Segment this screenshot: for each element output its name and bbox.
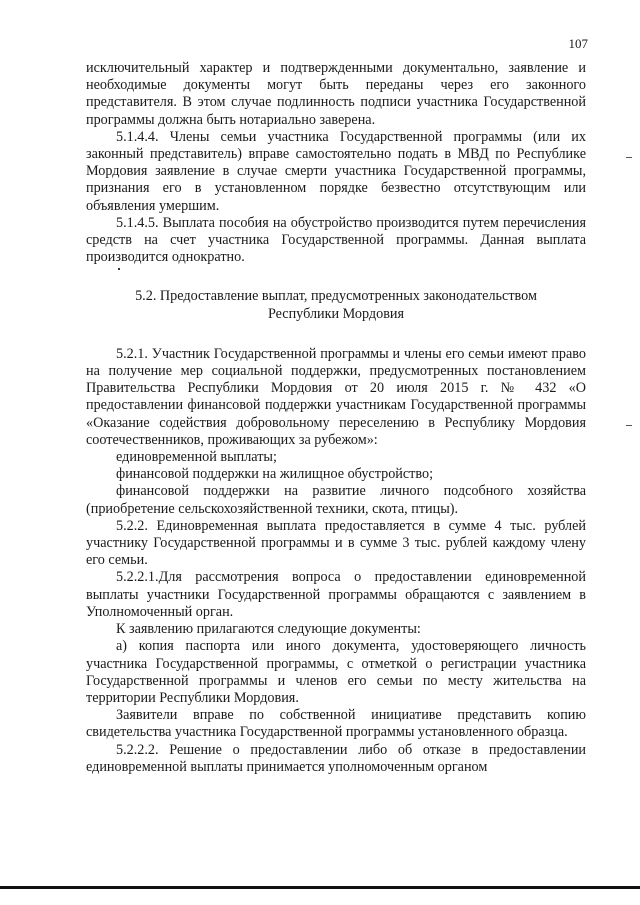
paragraph-item-a: а) копия паспорта или иного документа, удостоверяющего личность участника Государственной программы, с отметкой о регистрации участника Государственной программы и членов его семьи по месту жительства на территории Республики Мордовия. [86, 638, 586, 706]
section-heading-5-2 [86, 288, 586, 322]
paragraph: К заявлению прилагаются следующие документы: [116, 621, 421, 638]
margin-mark [626, 157, 632, 158]
paragraph-5-2-2-1: 5.2.2.1.Для рассмотрения вопроса о предоставлении единовременной выплаты участники Государственной программы обращаются с заявлением в Уполномоченный орган. [86, 569, 586, 620]
margin-mark [626, 425, 632, 426]
page-number: 107 [568, 36, 588, 51]
paragraph-5-1-4-4: 5.1.4.4. Члены семьи участника Государственной программы (или их законный представитель) вправе самостоятельно подать в МВД по Республике Мордовия заявление в случае смерти участника Государственной программы, признания его в установленном порядке безвестно отсутствующим или объявления умершим. [86, 128, 586, 214]
heading-line: 5.2. Предоставление выплат, предусмотренных законодательством [135, 288, 537, 305]
bottom-rule [0, 886, 640, 889]
paragraph: Заявители вправе по собственной инициативе представить копию свидетельства участника Государственной программы установленного образца. [86, 707, 586, 741]
paragraph-5-2-2-2: 5.2.2.2. Решение о предоставлении либо об отказе в предоставлении единовременной выплаты принимается уполномоченным органом [86, 741, 586, 775]
heading-line: Республики Мордовия [267, 305, 405, 322]
paragraph-5-2-1: 5.2.1. Участник Государственной программы и члены его семьи имеют право на получение мер социальной поддержки, предусмотренных постановлением Правительства Республики Мордовия от 20 июля 2015 г. № 432 «О предоставлении финансовой поддержки участникам Государственной программы «Оказание содействия добровольному переселению в Республику Мордовия соотечественников, проживающих за рубежом»: [86, 345, 586, 448]
paragraph-5-2-2: 5.2.2. Единовременная выплата предоставляется в сумме 4 тыс. рублей участнику Государственной программы и в сумме 3 тыс. рублей каждому члену его семьи. [86, 517, 586, 569]
paragraph-5-1-4-5: 5.1.4.5. Выплата пособия на обустройство производится путем перечисления средств на счет участника Государственной программы. Данная выплата производится однократно. [86, 214, 586, 266]
document-body [86, 60, 586, 776]
paragraph: исключительный характер и подтвержденными документально, заявление и необходимые документы могут быть переданы через его законного представителя. В этом случае подлинность подписи участника Государственной программы должна быть нотариально заверена. [86, 60, 586, 128]
list-item: финансовой поддержки на жилищное обустройство; [116, 466, 434, 483]
list-item: единовременной выплаты; [116, 449, 277, 466]
list-item: финансовой поддержки на развитие личного подсобного хозяйства (приобретение сельскохозяйственной техники, скота, птицы). [86, 483, 586, 517]
